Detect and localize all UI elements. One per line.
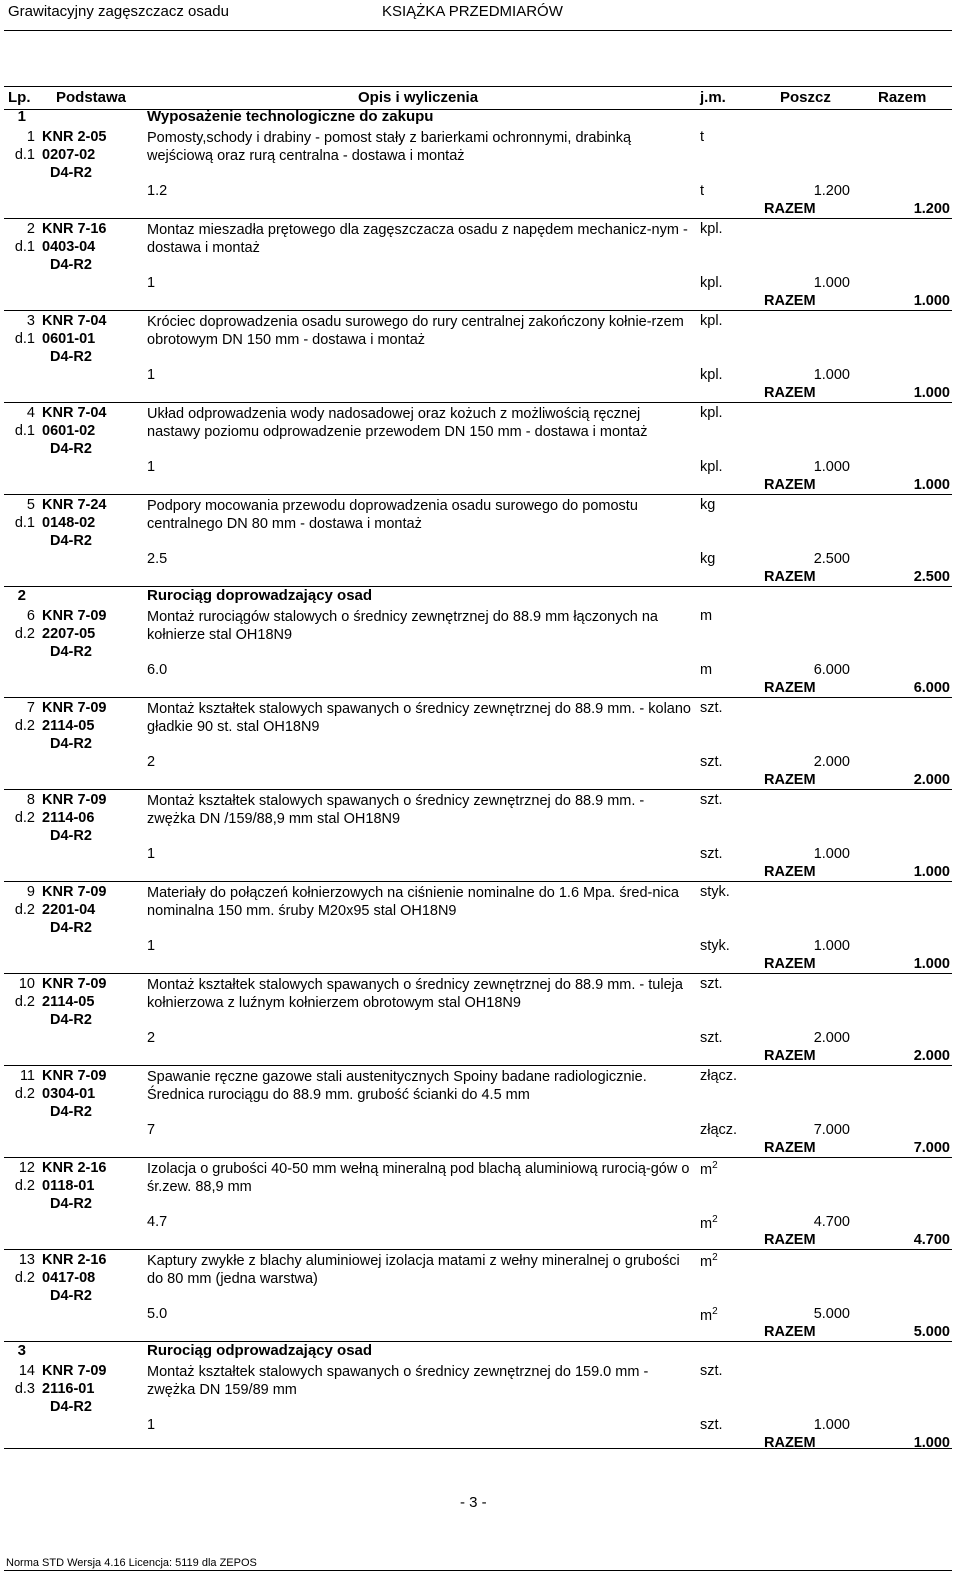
calc-value: 7.000 (813, 1122, 850, 1138)
calc-expression: 5.0 (147, 1306, 168, 1322)
calc-unit: styk. (700, 938, 730, 954)
razem-label: RAZEM (764, 477, 816, 493)
catalog-code: 2114-06 (42, 810, 95, 826)
page-number: - 3 - (460, 1494, 487, 1511)
item-subsection: d.2 (14, 1178, 35, 1194)
col-razem: Razem (878, 89, 927, 106)
item-unit: kg (700, 497, 716, 513)
rate-category: D4-R2 (50, 1399, 92, 1415)
catalog-code: 0601-01 (42, 331, 96, 347)
item-description: Montaż rurociągów stalowych o średnicy zewnętrznej do 88.9 mm łączonych na kołnierze stal OH18N9 (147, 609, 658, 643)
razem-value: 6.000 (913, 680, 950, 696)
razem-value: 1.000 (913, 293, 950, 309)
item-subsection: d.2 (14, 810, 35, 826)
section-heading (4, 108, 952, 127)
estimate-item (4, 1158, 952, 1250)
catalog-code: 0304-01 (42, 1086, 96, 1102)
item-unit: złącz. (700, 1068, 738, 1084)
calc-value: 1.200 (813, 183, 850, 199)
catalog-code: 2201-04 (42, 902, 96, 918)
razem-label: RAZEM (764, 569, 816, 585)
razem-label: RAZEM (764, 1048, 816, 1064)
section-heading (4, 1342, 952, 1361)
razem-label: RAZEM (764, 1140, 816, 1156)
calc-expression: 1.2 (147, 183, 168, 199)
calc-value: 1.000 (813, 459, 850, 475)
column-headers (4, 86, 952, 110)
estimate-table (4, 108, 952, 1449)
razem-label: RAZEM (764, 293, 816, 309)
rate-category: D4-R2 (50, 644, 92, 660)
item-subsection: d.2 (14, 1270, 35, 1286)
section-title: Rurociąg odprowadzający osad (147, 1342, 373, 1359)
calc-expression: 2 (147, 754, 156, 770)
calc-unit: szt. (700, 754, 723, 770)
item-description: Spawanie ręczne gazowe stali austenitycznych Spoiny badane radiologicznie. Średnica rurociągu do 88.9 mm. grubość ścianki do 4.5 mm (147, 1069, 647, 1103)
item-description: Izolacja o grubości 40-50 mm wełną mineralną pod blachą aluminiową rurocią-gów o śr.zew. 88,9 mm (147, 1161, 690, 1195)
item-unit: t (700, 129, 705, 145)
razem-value: 1.000 (913, 956, 950, 972)
unit-exponent: 2 (712, 1306, 718, 1317)
razem-value: 1.200 (913, 201, 950, 217)
item-description: Montaż kształtek stalowych spawanych o średnicy zewnętrznej do 159.0 mm - zwężka DN 159/89 mm (147, 1364, 649, 1398)
razem-label: RAZEM (764, 385, 816, 401)
footer-license: Norma STD Wersja 4.16 Licencja: 5119 dla ZEPOS (6, 1557, 257, 1569)
catalog-ref: KNR 7-09 (42, 884, 107, 900)
item-number: 4 (26, 405, 35, 421)
calc-unit: m (700, 662, 713, 678)
catalog-ref: KNR 7-09 (42, 608, 107, 624)
catalog-ref: KNR 7-09 (42, 700, 107, 716)
rate-category: D4-R2 (50, 349, 92, 365)
calc-expression: 2 (147, 1030, 156, 1046)
item-description: Montaż kształtek stalowych spawanych o średnicy zewnętrznej do 88.9 mm. - tuleja kołnierzowa z luźnym kołnierzem obrotowym stal OH18N9 (147, 977, 683, 1011)
calc-expression: 1 (147, 367, 156, 383)
calc-unit: $m^2$ (700, 1214, 718, 1232)
estimate-item (4, 1250, 952, 1342)
header-divider (4, 30, 952, 31)
estimate-item (4, 495, 952, 587)
section-number: 2 (17, 587, 26, 604)
razem-value: 1.000 (913, 385, 950, 401)
catalog-code: 2114-05 (42, 718, 95, 734)
estimate-item (4, 403, 952, 495)
col-opis: Opis i wyliczenia (358, 89, 479, 106)
item-unit: szt. (700, 1363, 723, 1379)
calc-value: 1.000 (813, 275, 850, 291)
item-unit: szt. (700, 792, 723, 808)
calc-unit: szt. (700, 846, 723, 862)
item-number: 8 (26, 792, 35, 808)
item-unit: kpl. (700, 405, 723, 421)
estimate-item (4, 127, 952, 219)
razem-value: 4.700 (913, 1232, 950, 1248)
item-description: Układ odprowadzenia wody nadosadowej oraz kożuch z możliwością ręcznej nastawy poziomu odprowadzenie przewodem DN 150 mm - dostawa i montaż (147, 406, 648, 440)
item-number: 14 (18, 1363, 35, 1379)
item-unit: $m^2$ (700, 1160, 718, 1178)
catalog-code: 2114-05 (42, 994, 95, 1010)
calc-unit: $m^2$ (700, 1306, 718, 1324)
item-description: Montaz mieszadła prętowego dla zagęszczacza osadu z napędem mechanicz-nym - dostawa i montaż (147, 222, 688, 256)
item-number: 6 (26, 608, 35, 624)
item-number: 3 (26, 313, 35, 329)
unit-exponent: 2 (712, 1252, 718, 1263)
section-heading (4, 587, 952, 606)
catalog-ref: KNR 7-09 (42, 1068, 107, 1084)
item-description: Kaptury zwykłe z blachy aluminiowej izolacja matami z wełny mineralnej o grubości do 80 mm (jedna warstwa) (147, 1253, 680, 1287)
rate-category: D4-R2 (50, 1288, 92, 1304)
rate-category: D4-R2 (50, 1196, 92, 1212)
razem-label: RAZEM (764, 201, 816, 217)
item-subsection: d.2 (14, 626, 35, 642)
item-subsection: d.1 (14, 515, 35, 531)
calc-unit: kpl. (700, 459, 723, 475)
catalog-code: 0118-01 (42, 1178, 95, 1194)
row-divider (4, 1448, 952, 1449)
calc-expression: 2.5 (147, 551, 168, 567)
footer-divider (4, 1570, 952, 1571)
item-subsection: d.1 (14, 423, 35, 439)
catalog-ref: KNR 7-09 (42, 1363, 107, 1379)
item-subsection: d.3 (14, 1381, 35, 1397)
calc-unit: t (700, 183, 705, 199)
estimate-item (4, 882, 952, 974)
rate-category: D4-R2 (50, 920, 92, 936)
rate-category: D4-R2 (50, 1104, 92, 1120)
estimate-item (4, 974, 952, 1066)
razem-label: RAZEM (764, 680, 816, 696)
item-description: Montaż kształtek stalowych spawanych o średnicy zewnętrznej do 88.9 mm. - kolano gładkie 90 st. stal OH18N9 (147, 701, 691, 735)
item-description: Króciec doprowadzenia osadu surowego do rury centralnej zakończony kołnie-rzem obrotowym DN 150 mm - dostawa i montaż (147, 314, 684, 348)
unit-exponent: 2 (712, 1214, 718, 1225)
razem-value: 7.000 (913, 1140, 950, 1156)
catalog-code: 0601-02 (42, 423, 96, 439)
item-number: 10 (18, 976, 35, 992)
catalog-ref: KNR 2-16 (42, 1252, 107, 1268)
razem-label: RAZEM (764, 1435, 816, 1451)
calc-value: 6.000 (813, 662, 850, 678)
razem-label: RAZEM (764, 1232, 816, 1248)
catalog-ref: KNR 7-16 (42, 221, 107, 237)
calc-unit: kpl. (700, 367, 723, 383)
calc-expression: 1 (147, 846, 156, 862)
estimate-item (4, 219, 952, 311)
item-description: Montaż kształtek stalowych spawanych o średnicy zewnętrznej do 88.9 mm. - zwężka DN /159/88,9 mm stal OH18N9 (147, 793, 645, 827)
calc-value: 2.000 (813, 754, 850, 770)
calc-expression: 1 (147, 275, 156, 291)
rate-category: D4-R2 (50, 736, 92, 752)
item-number: 5 (26, 497, 35, 513)
calc-expression: 1 (147, 1417, 156, 1433)
razem-label: RAZEM (764, 772, 816, 788)
item-description: Pomosty,schody i drabiny - pomost stały z barierkami ochronnymi, drabinką wejściową oraz rurą centralna - dostawa i montaż (147, 130, 632, 164)
calc-value: 1.000 (813, 846, 850, 862)
item-subsection: d.2 (14, 1086, 35, 1102)
razem-label: RAZEM (764, 864, 816, 880)
razem-label: RAZEM (764, 1324, 816, 1340)
estimate-item (4, 1066, 952, 1158)
item-description: Materiały do połączeń kołnierzowych na ciśnienie nominalne do 1.6 Mpa. śred-nica nominalna 150 mm. śruby M20x95 stal OH18N9 (147, 885, 679, 919)
catalog-code: 0207-02 (42, 147, 96, 163)
section-number: 1 (17, 108, 26, 125)
rate-category: D4-R2 (50, 533, 92, 549)
item-description: Podpory mocowania przewodu doprowadzenia osadu surowego do pomostu centralnego DN 80 mm - dostawa i montaż (147, 498, 638, 532)
rate-category: D4-R2 (50, 1012, 92, 1028)
catalog-ref: KNR 7-24 (42, 497, 107, 513)
item-unit: szt. (700, 700, 723, 716)
rate-category: D4-R2 (50, 441, 92, 457)
item-number: 12 (18, 1160, 35, 1176)
item-number: 13 (18, 1252, 35, 1268)
item-subsection: d.2 (14, 902, 35, 918)
catalog-ref: KNR 7-09 (42, 976, 107, 992)
razem-value: 5.000 (913, 1324, 950, 1340)
razem-value: 1.000 (913, 1435, 950, 1451)
col-lp: Lp. (8, 89, 31, 106)
item-number: 1 (26, 129, 35, 145)
calc-expression: 4.7 (147, 1214, 168, 1230)
item-unit: $m^2$ (700, 1252, 718, 1270)
catalog-code: 0148-02 (42, 515, 96, 531)
item-unit: styk. (700, 884, 730, 900)
calc-value: 5.000 (813, 1306, 850, 1322)
project-title: Grawitacyjny zagęszczacz osadu (8, 3, 229, 20)
calc-value: 1.000 (813, 938, 850, 954)
item-number: 9 (26, 884, 35, 900)
item-unit: m (700, 608, 713, 624)
unit-exponent: 2 (712, 1160, 718, 1171)
catalog-code: 0403-04 (42, 239, 96, 255)
calc-expression: 7 (147, 1122, 156, 1138)
catalog-ref: KNR 2-05 (42, 129, 107, 145)
estimate-item (4, 790, 952, 882)
estimate-item (4, 698, 952, 790)
razem-value: 1.000 (913, 864, 950, 880)
col-podstawa: Podstawa (56, 89, 127, 106)
calc-unit: szt. (700, 1030, 723, 1046)
rate-category: D4-R2 (50, 257, 92, 273)
razem-value: 2.000 (913, 1048, 950, 1064)
item-number: 11 (19, 1068, 35, 1084)
catalog-ref: KNR 7-04 (42, 313, 107, 329)
calc-expression: 6.0 (147, 662, 168, 678)
calc-expression: 1 (147, 459, 156, 475)
item-unit: szt. (700, 976, 723, 992)
calc-value: 2.500 (813, 551, 850, 567)
catalog-code: 0417-08 (42, 1270, 96, 1286)
catalog-code: 2116-01 (42, 1381, 95, 1397)
calc-value: 1.000 (813, 1417, 850, 1433)
item-unit: kpl. (700, 313, 723, 329)
calc-unit: złącz. (700, 1122, 738, 1138)
section-number: 3 (17, 1342, 26, 1359)
calc-value: 2.000 (813, 1030, 850, 1046)
calc-value: 4.700 (813, 1214, 850, 1230)
item-number: 7 (26, 700, 35, 716)
estimate-item (4, 606, 952, 698)
item-subsection: d.1 (14, 147, 35, 163)
section-title: Wyposażenie technologiczne do zakupu (147, 108, 434, 125)
estimate-item (4, 1361, 952, 1449)
estimate-item (4, 311, 952, 403)
calc-value: 1.000 (813, 367, 850, 383)
calc-unit: kpl. (700, 275, 723, 291)
calc-unit: kg (700, 551, 716, 567)
razem-value: 2.000 (913, 772, 950, 788)
item-subsection: d.2 (14, 718, 35, 734)
razem-value: 2.500 (913, 569, 950, 585)
rate-category: D4-R2 (50, 828, 92, 844)
catalog-code: 2207-05 (42, 626, 96, 642)
calc-expression: 1 (147, 938, 156, 954)
catalog-ref: KNR 2-16 (42, 1160, 107, 1176)
razem-value: 1.000 (913, 477, 950, 493)
catalog-ref: KNR 7-09 (42, 792, 107, 808)
book-title: KSIĄŻKA PRZEDMIARÓW (382, 3, 563, 20)
col-poszcz: Poszcz (780, 89, 831, 106)
razem-label: RAZEM (764, 956, 816, 972)
col-jm: j.m. (700, 89, 726, 106)
calc-unit: szt. (700, 1417, 723, 1433)
rate-category: D4-R2 (50, 165, 92, 181)
item-unit: kpl. (700, 221, 723, 237)
item-subsection: d.2 (14, 994, 35, 1010)
item-subsection: d.1 (14, 331, 35, 347)
item-subsection: d.1 (14, 239, 35, 255)
item-number: 2 (26, 221, 35, 237)
catalog-ref: KNR 7-04 (42, 405, 107, 421)
section-title: Rurociąg doprowadzający osad (147, 587, 373, 604)
